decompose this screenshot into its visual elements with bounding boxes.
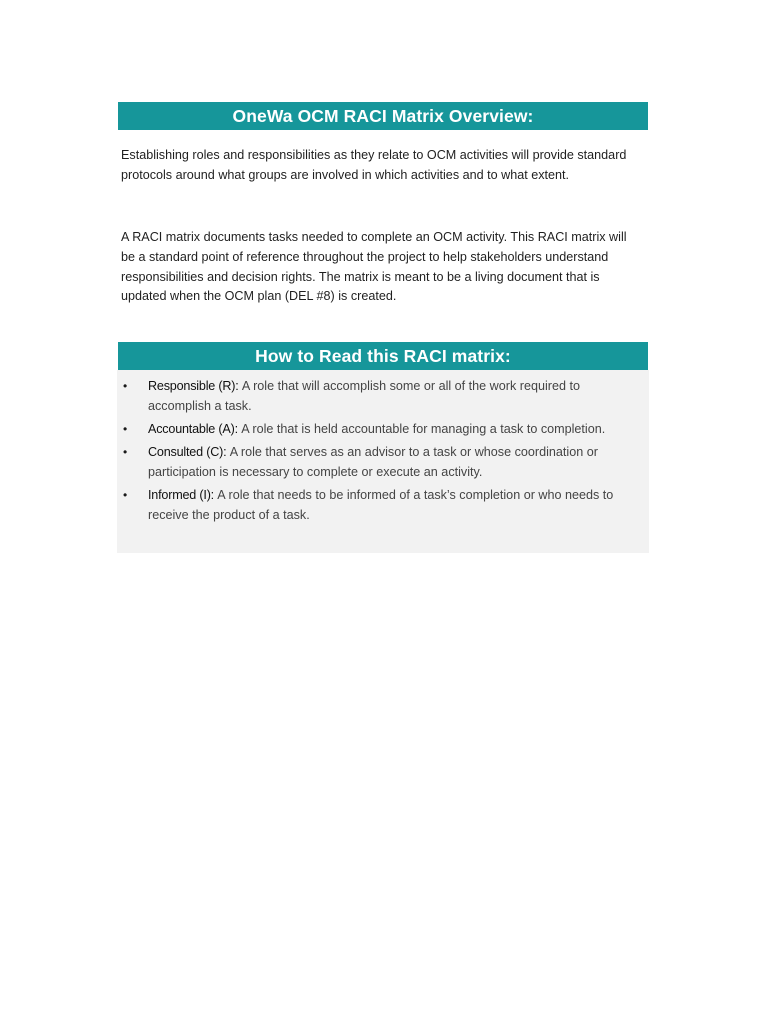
bullet-icon: •	[123, 422, 128, 436]
overview-paragraph-intro: Establishing roles and responsibilities as they relate to OCM activities will provide standard protocols around what groups are involved in which activities and to what extent.	[121, 148, 627, 182]
raci-definitions-list	[117, 376, 649, 528]
raci-term: Consulted (C):	[148, 445, 230, 459]
raci-term: Accountable (A):	[148, 422, 242, 436]
raci-description: A role that will accomplish some or all of the work required to accomplish a task.	[148, 379, 580, 413]
raci-description: A role that is held accountable for managing a task to completion.	[241, 422, 606, 436]
raci-item-consulted	[117, 442, 649, 482]
bullet-icon: •	[123, 379, 128, 393]
raci-term: Informed (I):	[148, 488, 218, 502]
overview-title: OneWa OCM RACI Matrix Overview:	[118, 102, 648, 130]
overview-paragraph-raci-definition: A RACI matrix documents tasks needed to complete an OCM activity. This RACI matrix will be a standard point of reference throughout the project to help stakeholders understand responsibilities and decision rights. The matrix is meant to be a living document that is updated when the OCM plan (DEL #8) is created.	[121, 230, 627, 304]
raci-description: A role that serves as an advisor to a task or whose coordination or participation is necessary to complete or execute an activity.	[148, 445, 598, 479]
raci-definitions-panel	[117, 370, 649, 553]
bullet-icon: •	[123, 488, 128, 502]
raci-description: A role that needs to be informed of a task’s completion or who needs to receive the product of a task.	[148, 488, 614, 522]
raci-term: Responsible (R):	[148, 379, 242, 393]
bullet-icon: •	[123, 445, 128, 459]
raci-item-informed	[117, 485, 649, 525]
raci-item-responsible	[117, 376, 649, 416]
howto-title: How to Read this RACI matrix:	[118, 342, 648, 370]
raci-item-accountable	[117, 419, 649, 439]
